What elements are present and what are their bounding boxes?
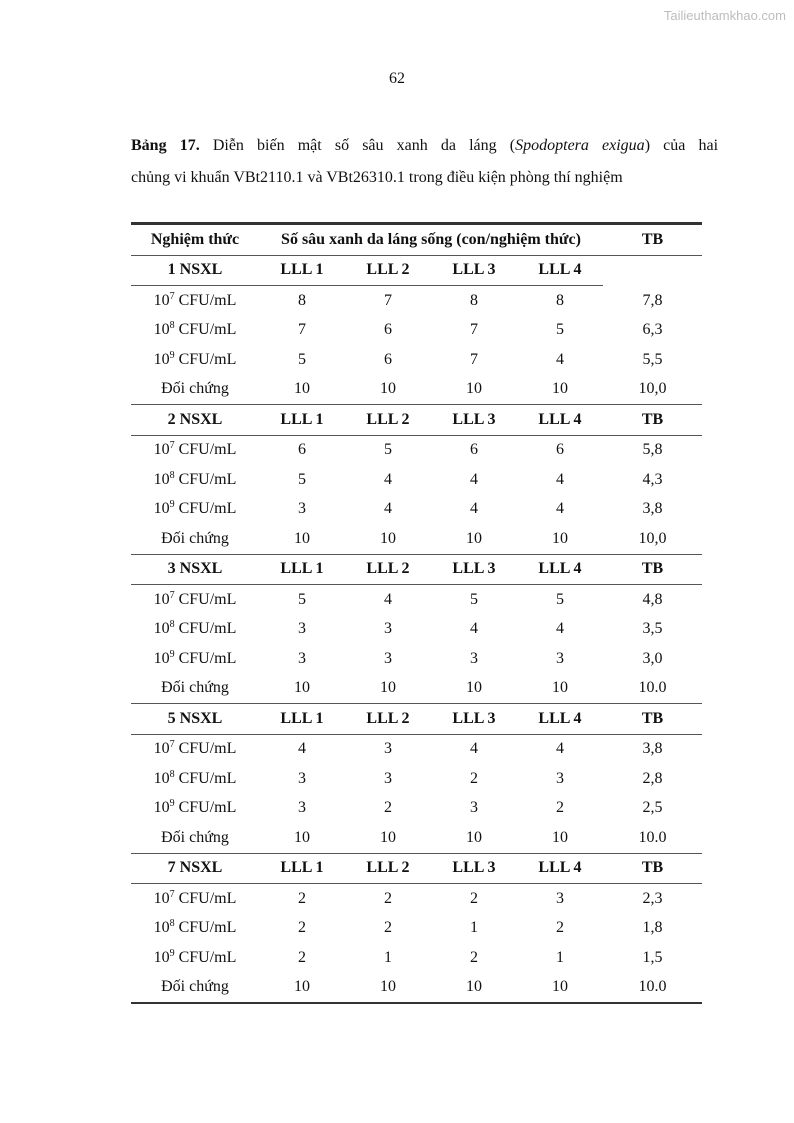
mean-cell: 2,8: [642, 769, 663, 787]
caption-species: Spodoptera exigua: [515, 137, 645, 154]
table-row: [131, 615, 702, 645]
table-header-row: [131, 224, 702, 256]
treatment-cell: [131, 644, 259, 674]
value-cell: 10: [552, 828, 568, 846]
dose-base: 10: [153, 919, 170, 937]
table-row: [131, 734, 702, 764]
mean-cell: 6,3: [642, 321, 663, 339]
dose-exponent: 7: [169, 739, 175, 751]
value-cell: 3: [556, 889, 564, 907]
value-cell: 10: [294, 380, 310, 398]
table-row: [131, 524, 702, 554]
value-cell: 2: [470, 769, 478, 787]
dose-unit: CFU/mL: [178, 799, 237, 817]
value-cell: 2: [298, 919, 306, 937]
header-survivors: Số sâu xanh da láng sống (con/nghiệm thức): [259, 224, 603, 256]
dose-unit: CFU/mL: [178, 441, 237, 459]
table-row: [131, 914, 702, 944]
value-cell: 10: [380, 679, 396, 697]
treatment-label: Đối chứng: [161, 529, 229, 547]
treatment-label: Đối chứng: [161, 380, 229, 398]
group-4: [131, 853, 702, 1003]
treatment-cell: [131, 524, 259, 554]
rep-header: LLL 4: [517, 704, 603, 735]
table-row: [131, 345, 702, 375]
mean-cell: 2,5: [642, 799, 663, 817]
value-cell: 1: [470, 919, 478, 937]
value-cell: 5: [556, 590, 564, 608]
value-cell: 6: [384, 350, 392, 368]
treatment-cell: [131, 794, 259, 824]
rep-header: LLL 1: [259, 704, 345, 735]
caption-line-2: chủng vi khuẩn VBt2110.1 và VBt26310.1 trong điều kiện phòng thí nghiệm: [131, 169, 623, 186]
group-header-row: [131, 704, 702, 735]
dose-exponent: 8: [169, 768, 175, 780]
value-cell: 6: [298, 441, 306, 459]
dose-base: 10: [153, 590, 170, 608]
table-row: [131, 585, 702, 615]
mean-header: TB: [603, 704, 702, 735]
value-cell: 10: [466, 679, 482, 697]
treatment-cell: [131, 884, 259, 914]
group-header-row: [131, 255, 702, 286]
rep-header: LLL 4: [517, 853, 603, 884]
dose-unit: CFU/mL: [178, 470, 237, 488]
header-treatment: Nghiệm thức: [131, 224, 259, 256]
value-cell: 4: [384, 500, 392, 518]
mean-cell: 10,0: [638, 529, 667, 547]
value-cell: 2: [384, 799, 392, 817]
value-cell: 2: [384, 919, 392, 937]
treatment-label: Đối chứng: [161, 679, 229, 697]
group-label: 2 NSXL: [131, 405, 259, 436]
dose-unit: CFU/mL: [178, 769, 237, 787]
mean-cell: 3,0: [642, 649, 663, 667]
value-cell: 10: [552, 679, 568, 697]
rep-header: LLL 2: [345, 704, 431, 735]
dose-base: 10: [153, 321, 170, 339]
dose-base: 10: [153, 350, 170, 368]
value-cell: 10: [552, 380, 568, 398]
mean-header: TB: [603, 853, 702, 884]
treatment-cell: [131, 585, 259, 615]
mean-cell: 3,5: [642, 620, 663, 638]
value-cell: 4: [556, 740, 564, 758]
value-cell: 7: [384, 291, 392, 309]
value-cell: 6: [384, 321, 392, 339]
value-cell: 8: [556, 291, 564, 309]
value-cell: 4: [470, 740, 478, 758]
dose-unit: CFU/mL: [178, 350, 237, 368]
table-row: [131, 943, 702, 973]
treatment-cell: [131, 465, 259, 495]
value-cell: 10: [294, 828, 310, 846]
mean-cell: 5,5: [642, 350, 663, 368]
value-cell: 5: [298, 590, 306, 608]
value-cell: 7: [470, 321, 478, 339]
dose-exponent: 9: [169, 798, 175, 810]
table-row: [131, 674, 702, 704]
mean-cell: 1,5: [642, 948, 663, 966]
value-cell: 3: [298, 769, 306, 787]
value-cell: 10: [259, 973, 345, 1004]
value-cell: 10: [517, 973, 603, 1004]
dose-unit: CFU/mL: [178, 740, 237, 758]
dose-exponent: 9: [169, 499, 175, 511]
value-cell: 3: [470, 649, 478, 667]
value-cell: 3: [556, 649, 564, 667]
value-cell: 4: [556, 350, 564, 368]
mean-cell: 3,8: [642, 500, 663, 518]
dose-base: 10: [153, 649, 170, 667]
table-row: [131, 495, 702, 525]
treatment-cell: [131, 286, 259, 316]
rep-header: LLL 1: [259, 853, 345, 884]
mean-cell: 1,8: [642, 919, 663, 937]
value-cell: 10: [345, 973, 431, 1004]
data-table-wrapper: [131, 222, 702, 1004]
dose-exponent: 7: [169, 888, 175, 900]
value-cell: 3: [470, 799, 478, 817]
dose-exponent: 7: [169, 440, 175, 452]
value-cell: 4: [470, 500, 478, 518]
dose-base: 10: [153, 889, 170, 907]
dose-exponent: 8: [169, 619, 175, 631]
caption-text-end: ) của hai: [644, 137, 719, 154]
dose-exponent: 9: [169, 648, 175, 660]
value-cell: 2: [470, 889, 478, 907]
treatment-label: Đối chứng: [161, 978, 229, 996]
group-1: [131, 405, 702, 555]
group-0: [131, 255, 702, 405]
caption-text: Diễn biến mật số sâu xanh da láng (: [199, 137, 516, 154]
value-cell: 3: [298, 799, 306, 817]
mean-cell: 2,3: [642, 889, 663, 907]
rep-header: LLL 4: [517, 554, 603, 585]
treatment-cell: [131, 316, 259, 346]
dose-exponent: 8: [169, 469, 175, 481]
table-row: [131, 823, 702, 853]
value-cell: 10: [380, 828, 396, 846]
treatment-label: Đối chứng: [161, 828, 229, 846]
group-header-row: [131, 853, 702, 884]
treatment-cell: [131, 764, 259, 794]
mean-cell: 10,0: [638, 380, 667, 398]
dose-base: 10: [153, 291, 170, 309]
caption-label: Bảng 17.: [131, 137, 200, 154]
dose-base: 10: [153, 470, 170, 488]
dose-unit: CFU/mL: [178, 590, 237, 608]
value-cell: 10: [294, 679, 310, 697]
value-cell: 4: [556, 500, 564, 518]
value-cell: 3: [384, 740, 392, 758]
mean-cell: 7,8: [642, 291, 663, 309]
dose-unit: CFU/mL: [178, 649, 237, 667]
dose-base: 10: [153, 500, 170, 518]
value-cell: 2: [298, 889, 306, 907]
dose-exponent: 7: [169, 589, 175, 601]
treatment-cell: [131, 435, 259, 465]
value-cell: 10: [466, 529, 482, 547]
value-cell: 4: [556, 470, 564, 488]
value-cell: 10: [294, 529, 310, 547]
dose-unit: CFU/mL: [178, 291, 237, 309]
treatment-cell: [131, 495, 259, 525]
value-cell: 1: [384, 948, 392, 966]
rep-header: LLL 2: [345, 255, 431, 286]
treatment-cell: [131, 943, 259, 973]
value-cell: 4: [470, 470, 478, 488]
dose-exponent: 9: [169, 349, 175, 361]
rep-header: LLL 2: [345, 405, 431, 436]
value-cell: 6: [556, 441, 564, 459]
rep-header: LLL 1: [259, 255, 345, 286]
rep-header: LLL 3: [431, 704, 517, 735]
mean-cell: 4,3: [642, 470, 663, 488]
table-row: [131, 884, 702, 914]
treatment-cell: [131, 973, 259, 1004]
dose-unit: CFU/mL: [178, 889, 237, 907]
group-label: 7 NSXL: [131, 853, 259, 884]
value-cell: 4: [470, 620, 478, 638]
group-label: 1 NSXL: [131, 255, 259, 286]
rep-header: LLL 3: [431, 255, 517, 286]
dose-base: 10: [153, 799, 170, 817]
data-table: [131, 222, 702, 1004]
treatment-cell: [131, 823, 259, 853]
mean-header: TB: [603, 405, 702, 436]
value-cell: 2: [384, 889, 392, 907]
value-cell: 1: [556, 948, 564, 966]
value-cell: 7: [298, 321, 306, 339]
value-cell: 2: [556, 919, 564, 937]
value-cell: 4: [298, 740, 306, 758]
group-label: 5 NSXL: [131, 704, 259, 735]
mean-header: TB: [603, 554, 702, 585]
group-label: 3 NSXL: [131, 554, 259, 585]
dose-base: 10: [153, 769, 170, 787]
rep-header: LLL 4: [517, 405, 603, 436]
dose-exponent: 9: [169, 947, 175, 959]
header-mean: TB: [603, 224, 702, 256]
table-row: [131, 465, 702, 495]
value-cell: 2: [556, 799, 564, 817]
table-row: [131, 644, 702, 674]
mean-cell: 5,8: [642, 441, 663, 459]
value-cell: 5: [298, 470, 306, 488]
mean-cell: 10.0: [638, 828, 667, 846]
value-cell: 10: [431, 973, 517, 1004]
mean-cell: 10.0: [638, 679, 667, 697]
dose-exponent: 7: [169, 290, 175, 302]
value-cell: 4: [384, 590, 392, 608]
group-header-row: [131, 405, 702, 436]
treatment-cell: [131, 615, 259, 645]
treatment-cell: [131, 375, 259, 405]
dose-exponent: 8: [169, 918, 175, 930]
value-cell: 5: [384, 441, 392, 459]
rep-header: LLL 1: [259, 554, 345, 585]
rep-header: LLL 3: [431, 554, 517, 585]
mean-cell: 4,8: [642, 590, 663, 608]
value-cell: 10: [380, 529, 396, 547]
value-cell: 8: [298, 291, 306, 309]
treatment-cell: [131, 734, 259, 764]
value-cell: 5: [556, 321, 564, 339]
value-cell: 3: [384, 620, 392, 638]
dose-unit: CFU/mL: [178, 500, 237, 518]
table-caption: [131, 130, 718, 194]
value-cell: 5: [298, 350, 306, 368]
value-cell: 2: [298, 948, 306, 966]
value-cell: 3: [384, 649, 392, 667]
table-row: [131, 375, 702, 405]
rep-header: LLL 2: [345, 853, 431, 884]
table-row: [131, 973, 702, 1004]
value-cell: 3: [298, 500, 306, 518]
value-cell: 10: [466, 828, 482, 846]
rep-header: LLL 3: [431, 853, 517, 884]
dose-unit: CFU/mL: [178, 919, 237, 937]
dose-base: 10: [153, 441, 170, 459]
table-row: [131, 435, 702, 465]
table-row: [131, 286, 702, 316]
value-cell: 3: [556, 769, 564, 787]
watermark: Tailieuthamkhao.com: [663, 8, 786, 23]
dose-base: 10: [153, 620, 170, 638]
caption-line-1: [131, 130, 718, 162]
rep-header: LLL 1: [259, 405, 345, 436]
rep-header: LLL 3: [431, 405, 517, 436]
dose-base: 10: [153, 740, 170, 758]
value-cell: 7: [470, 350, 478, 368]
treatment-cell: [131, 914, 259, 944]
value-cell: 3: [298, 620, 306, 638]
dose-exponent: 8: [169, 320, 175, 332]
table-row: [131, 316, 702, 346]
treatment-cell: [131, 674, 259, 704]
rep-header: LLL 2: [345, 554, 431, 585]
table-row: [131, 764, 702, 794]
mean-cell: 3,8: [642, 740, 663, 758]
value-cell: 3: [298, 649, 306, 667]
value-cell: 5: [470, 590, 478, 608]
group-header-row: [131, 554, 702, 585]
value-cell: 10: [552, 529, 568, 547]
value-cell: 6: [470, 441, 478, 459]
group-2: [131, 554, 702, 704]
page-number: 62: [389, 70, 405, 87]
dose-unit: CFU/mL: [178, 321, 237, 339]
rep-header: LLL 4: [517, 255, 603, 286]
treatment-cell: [131, 345, 259, 375]
value-cell: 2: [470, 948, 478, 966]
mean-cell: 10.0: [603, 973, 702, 1004]
dose-unit: CFU/mL: [178, 948, 237, 966]
table-row: [131, 794, 702, 824]
dose-unit: CFU/mL: [178, 620, 237, 638]
dose-base: 10: [153, 948, 170, 966]
group-3: [131, 704, 702, 854]
value-cell: 4: [556, 620, 564, 638]
value-cell: 10: [466, 380, 482, 398]
value-cell: 4: [384, 470, 392, 488]
value-cell: 3: [384, 769, 392, 787]
value-cell: 8: [470, 291, 478, 309]
value-cell: 10: [380, 380, 396, 398]
